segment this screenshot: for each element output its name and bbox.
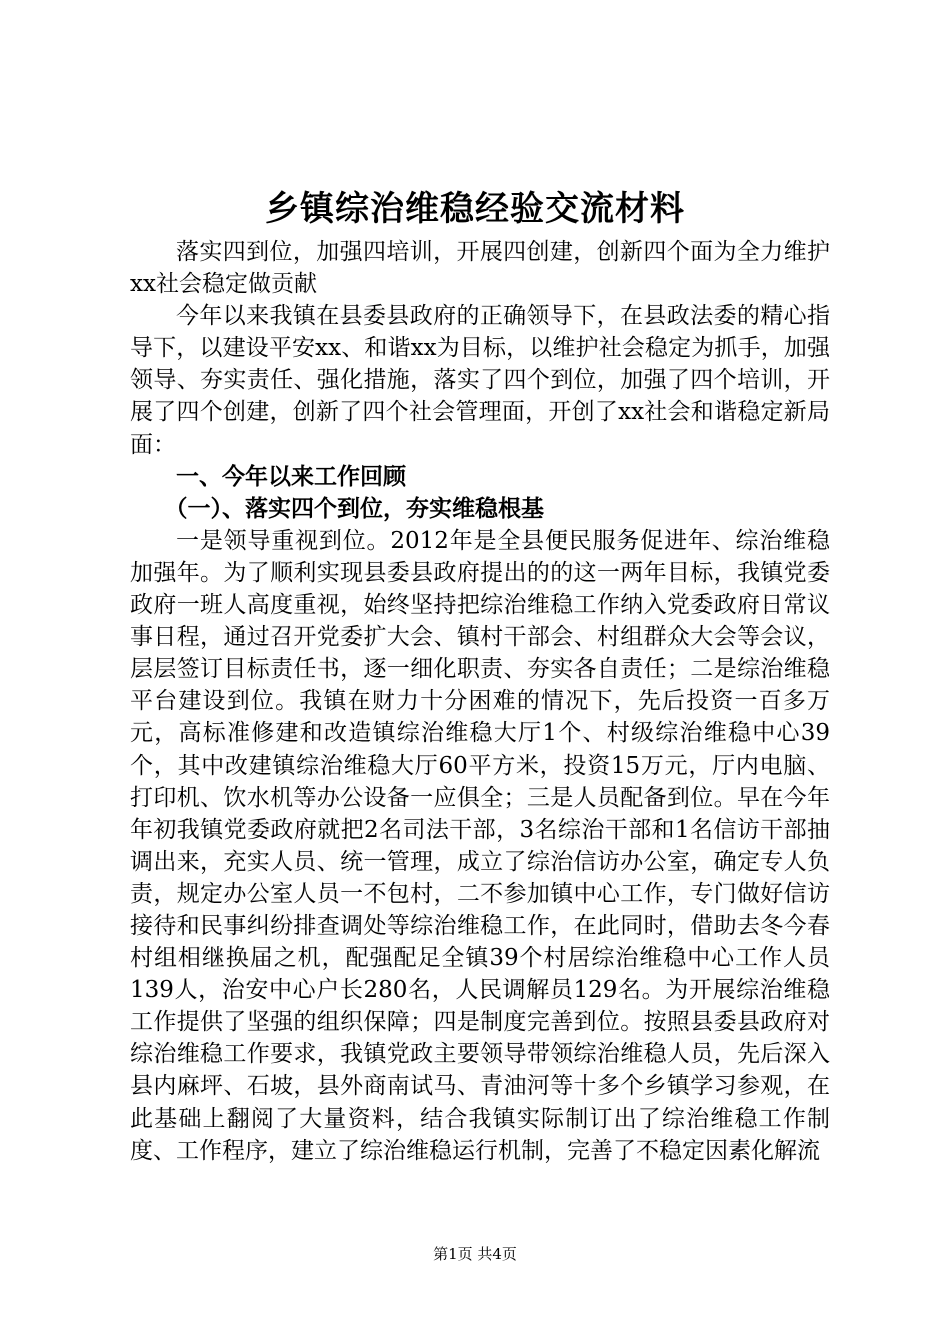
paragraph-body: 一是领导重视到位。2012年是全县便民服务促进年、综治维稳加强年。为了顺利实现县委县政府提出的的这一两年目标，我镇党委政府一班人高度重视，始终坚持把综治维稳工作纳入党委政府日常议事日程，通过召开党委扩大会、镇村干部会、村组群众大会等会议，层层签订目标责任书，逐一细化职责、夯实各自责任；二是综治维稳平台建设到位。我镇在财力十分困难的情况下，先后投资一百多万元，高标准修建和改造镇综治维稳大厅1个、村级综治维稳中心39个，其中改建镇综治维稳大厅60平方米，投资15万元，厅内电脑、打印机、饮水机等办公设备一应俱全；三是人员配备到位。早在今年年初我镇党委政府就把2名司法干部，3名综治干部和1名信访干部抽调出来，充实人员、统一管理，成立了综治信访办公室，确定专人负责，规定办公室人员一不包村，二不参加镇中心工作，专门做好信访接待和民事纠纷排查调处等综治维稳工作，在此同时，借助去冬今春村组相继换届之机，配强配足全镇39个村居综治维稳中心工作人员139人，治安中心户长280名，人民调解员129名。为开展综治维稳工作提供了坚强的组织保障；四是制度完善到位。按照县委县政府对综治维稳工作要求，我镇党政主要领导带领综治维稳人员，先后深入县内麻坪、石坡，县外商南试马、青油河等十多个乡镇学习参观，在此基础上翻阅了大量资料，结合我镇实际制订出了综治维稳工作制度、工作程序，建立了综治维稳运行机制，完善了不稳定因素化解流 bbox=[130, 527, 830, 1164]
section-heading: 一、今年以来工作回顾 bbox=[176, 463, 406, 490]
document-title: 乡镇综治维稳经验交流材料 bbox=[265, 189, 685, 229]
paragraph-subtitle: 落实四到位，加强四培训，开展四创建，创新四个面为全力维护xx社会稳定做贡献 bbox=[130, 239, 830, 298]
document-body bbox=[130, 236, 830, 1167]
page-footer: 第1页 共4页 bbox=[433, 1245, 517, 1263]
paragraph-intro: 今年以来我镇在县委县政府的正确领导下，在县政法委的精心指导下，以建设平安xx、和谐xx为目标，以维护社会稳定为抓手，加强领导、夯实责任、强化措施，落实了四个到位，加强了四个培训，开展了四个创建，创新了四个社会管理面，开创了xx社会和谐稳定新局面： bbox=[130, 303, 830, 458]
subsection-heading: （一）、落实四个到位，夯实维稳根基 bbox=[164, 495, 544, 522]
